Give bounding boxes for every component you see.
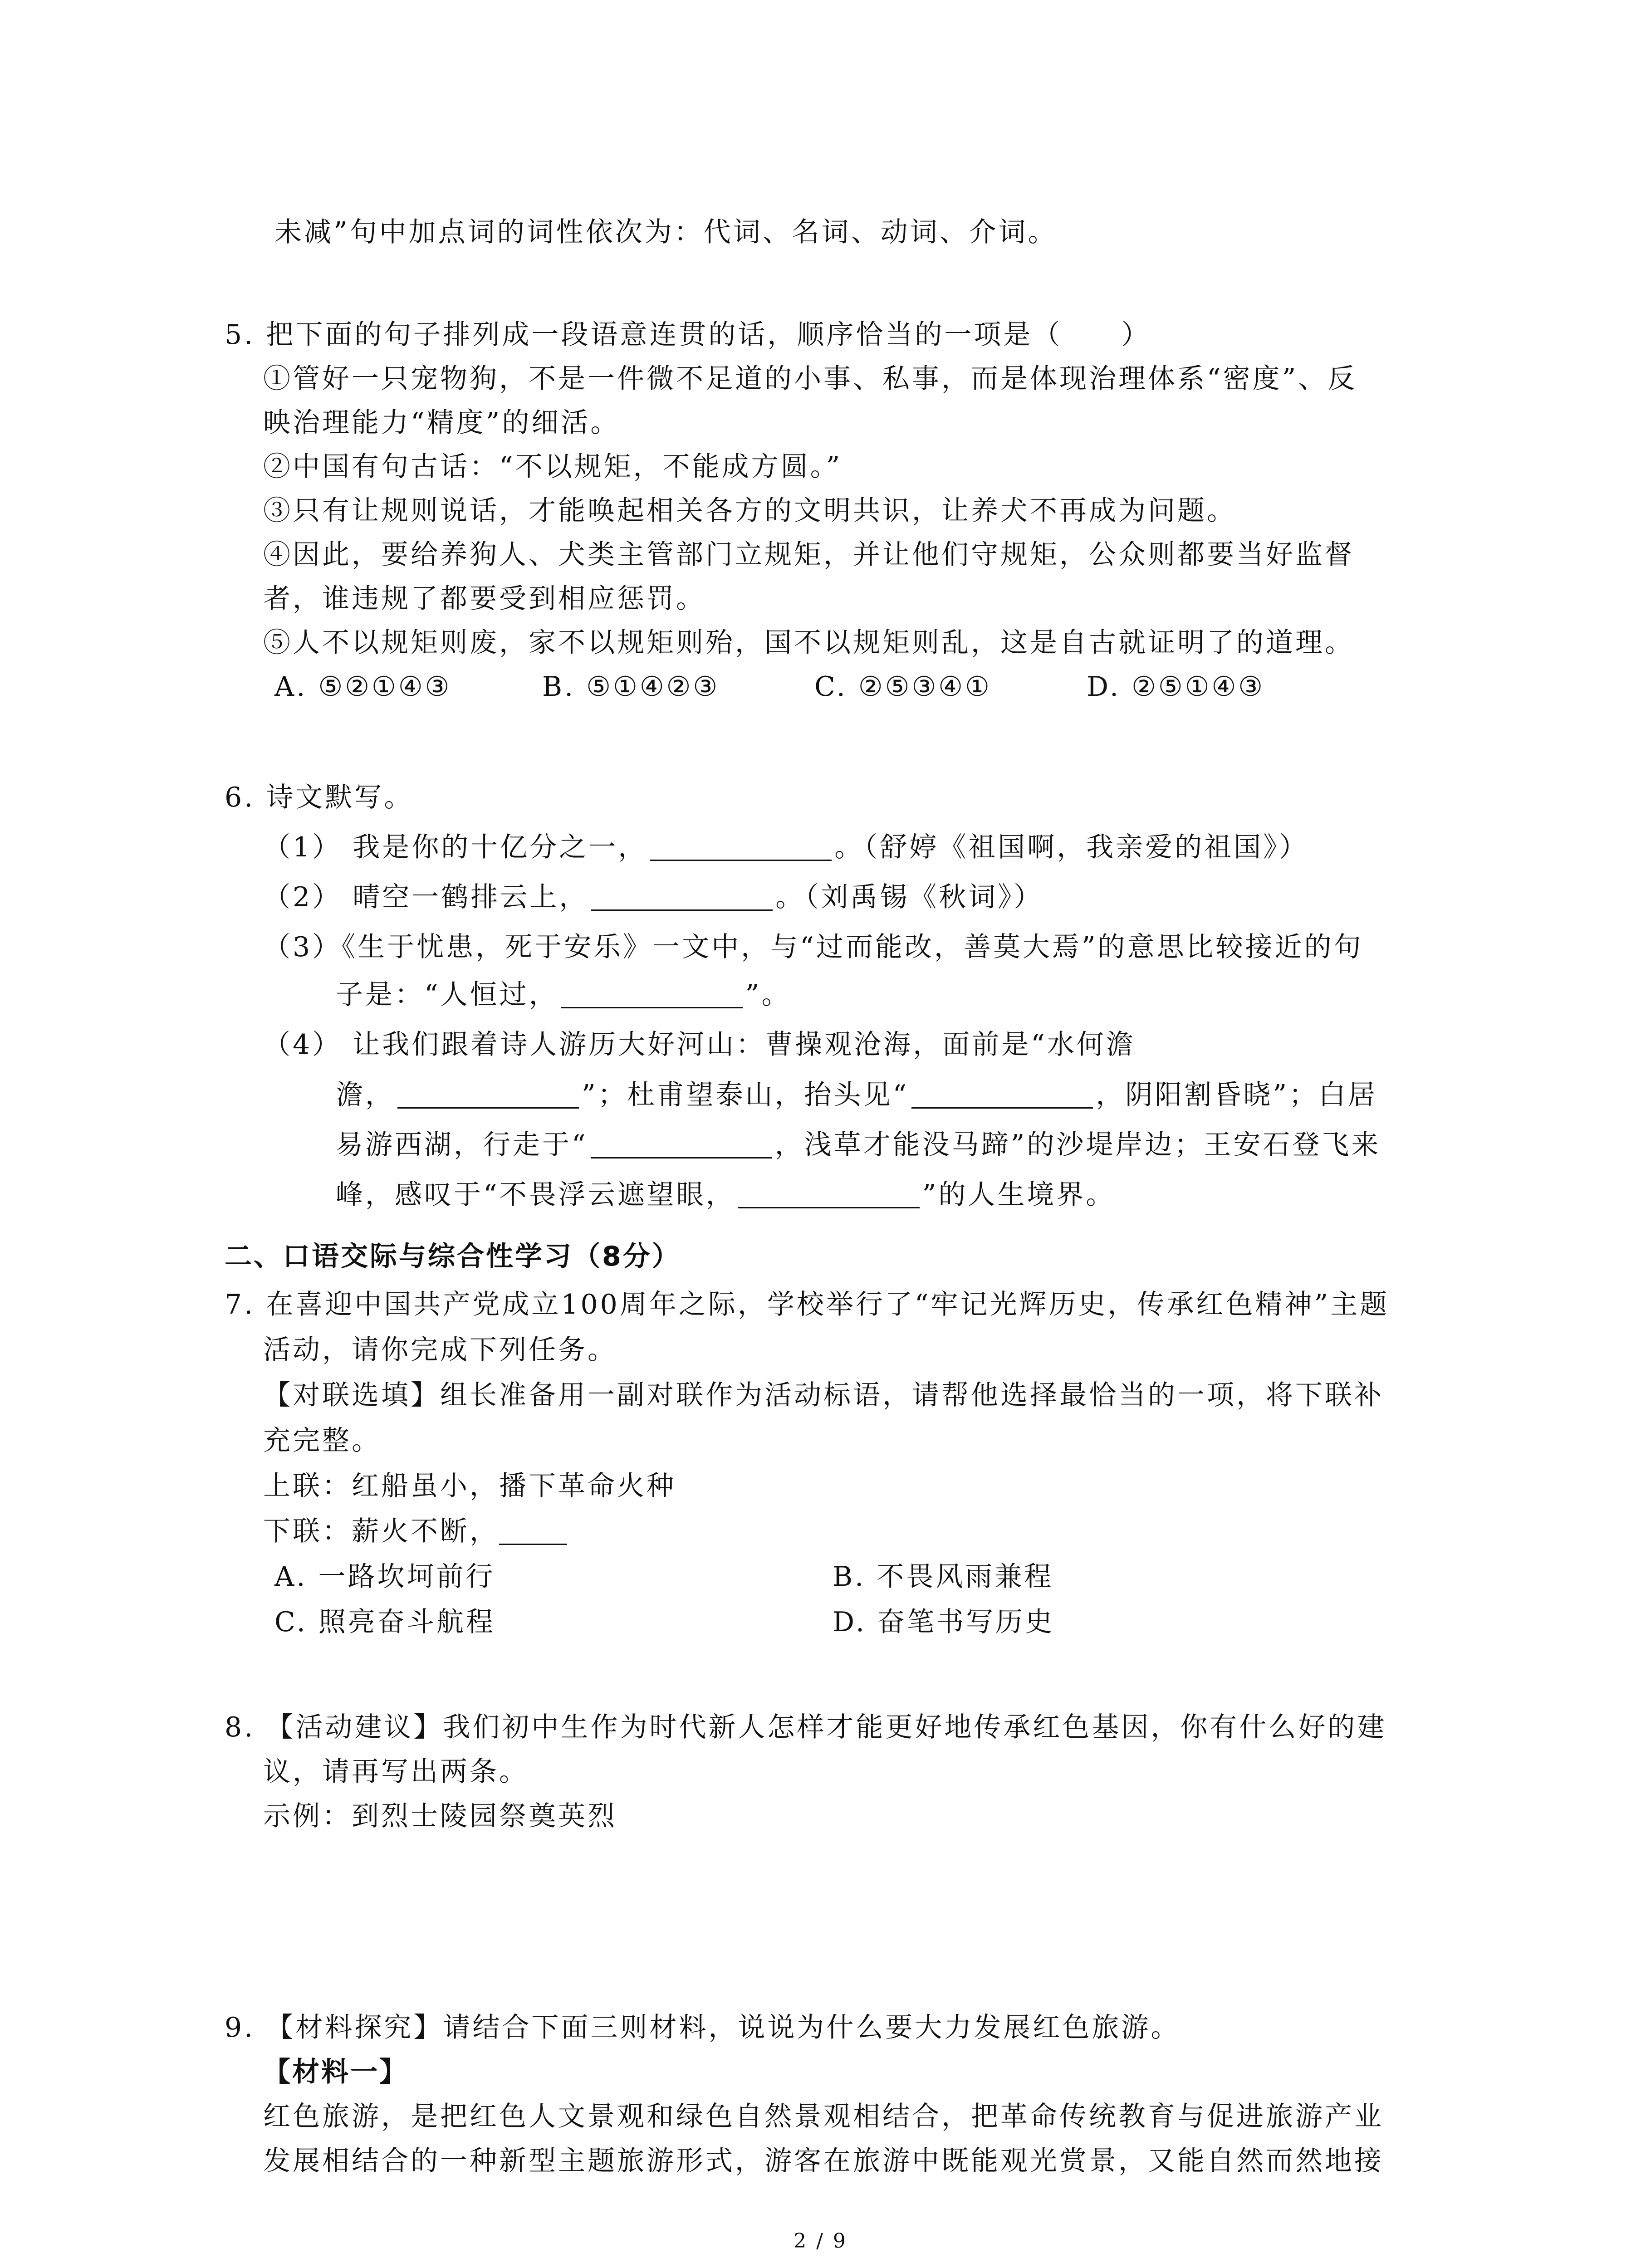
q7-subtask-cont: 充完整。 bbox=[263, 1425, 381, 1457]
q5-stem: 5. 把下面的句子排列成一段语意连贯的话，顺序恰当的一项是（ ） bbox=[225, 319, 1151, 351]
section-heading: 二、口语交际与综合性学习（8分） bbox=[225, 1241, 681, 1272]
q5-option-d[interactable]: D. ②⑤①④③ bbox=[1087, 671, 1265, 703]
q6-item-4-text-d: 易游西湖，行走于“ bbox=[336, 1129, 588, 1161]
fill-blank[interactable] bbox=[561, 982, 743, 1008]
q6-item-4-text-c: ，阴阳割昏晓”；白居 bbox=[1096, 1079, 1378, 1111]
q6-stem: 6. 诗文默写。 bbox=[225, 782, 414, 813]
q9-material-text-cont: 发展相结合的一种新型主题旅游形式，游客在旅游中既能观光赏景，又能自然而然地接 bbox=[263, 2145, 1384, 2177]
q6-item-4-line4 bbox=[336, 1179, 1116, 1211]
q6-item-4-line3 bbox=[336, 1129, 1381, 1161]
q6-item-2 bbox=[263, 881, 1043, 913]
continuation-line: 未减”句中加点词的词性依次为：代词、名词、动词、介词。 bbox=[274, 216, 1058, 248]
q6-item-4-text-e: ，浅草才能没马蹄”的沙堤岸边；王安石登飞来 bbox=[774, 1129, 1381, 1161]
q7-option-d[interactable]: D. 奋笔书写历史 bbox=[833, 1606, 1055, 1638]
q6-item-2-text: （2） 晴空一鹤排云上， bbox=[263, 881, 589, 913]
q6-item-3: （3）《生于忧患，死于安乐》一文中，与“过而能改，善莫大焉”的意思比较接近的句 bbox=[263, 931, 1363, 963]
q5-sentence-4-cont: 者，谁违规了都要受到相应惩罚。 bbox=[263, 583, 705, 615]
q5-sentence-2: ②中国有句古话：“不以规矩，不能成方圆。” bbox=[263, 451, 843, 483]
q6-item-1 bbox=[263, 831, 1309, 863]
q6-item-4-line2 bbox=[336, 1081, 1377, 1109]
q7-option-c[interactable]: C. 照亮奋斗航程 bbox=[274, 1606, 495, 1638]
q5-sentence-1: ①管好一只宠物狗，不是一件微不足道的小事、私事，而是体现治理体系“密度”、反 bbox=[263, 363, 1357, 395]
q5-option-c[interactable]: C. ②⑤③④① bbox=[814, 671, 992, 703]
q6-item-4: （4） 让我们跟着诗人游历大好河山：曹操观沧海，面前是“水何澹 bbox=[263, 1029, 1136, 1061]
fill-blank[interactable] bbox=[397, 1082, 579, 1109]
q5-sentence-5: ⑤人不以规矩则废，家不以规矩则殆，国不以规矩则乱，这是自古就证明了的道理。 bbox=[263, 627, 1354, 659]
q5-sentence-3: ③只有让规则说话，才能唤起相关各方的文明共识，让养犬不再成为问题。 bbox=[263, 495, 1236, 527]
q6-item-3-cont bbox=[336, 979, 791, 1011]
fill-blank[interactable] bbox=[591, 1132, 772, 1158]
q7-option-a[interactable]: A. 一路坎坷前行 bbox=[274, 1561, 495, 1593]
q7-lower-text: 下联：薪火不断， bbox=[263, 1515, 499, 1547]
q6-item-2-source: 。（刘禹锡《秋词》） bbox=[775, 881, 1043, 913]
q6-item-1-text: （1） 我是你的十亿分之一， bbox=[263, 831, 648, 863]
q8-stem: 8. 【活动建议】我们初中生作为时代新人怎样才能更好地传承红色基因，你有什么好的建 bbox=[225, 1711, 1387, 1743]
q8-stem-cont: 议，请再写出两条。 bbox=[263, 1756, 529, 1788]
q7-upper-couplet: 上联：红船虽小，播下革命火种 bbox=[263, 1470, 676, 1502]
q6-item-4-text-f: 峰，感叹于“不畏浮云遮望眼， bbox=[336, 1179, 735, 1211]
fill-blank[interactable] bbox=[591, 884, 773, 911]
q7-option-b[interactable]: B. 不畏风雨兼程 bbox=[833, 1561, 1054, 1593]
q5-sentence-1-cont: 映治理能力“精度”的细活。 bbox=[263, 407, 620, 439]
q6-item-4-text-a: 澹， bbox=[336, 1079, 395, 1111]
fill-blank[interactable] bbox=[738, 1182, 920, 1208]
q5-option-b[interactable]: B. ⑤①④②③ bbox=[542, 671, 720, 703]
q5-sentence-4: ④因此，要给养狗人、犬类主管部门立规矩，并让他们守规矩，公众则都要当好监督 bbox=[263, 539, 1354, 571]
q5-option-a[interactable]: A. ⑤②①④③ bbox=[274, 671, 452, 703]
page-number: 2 / 9 bbox=[794, 2229, 847, 2253]
q6-item-4-text-g: ”的人生境界。 bbox=[922, 1179, 1116, 1211]
q9-stem: 9. 【材料探究】请结合下面三则材料，说说为什么要大力发展红色旅游。 bbox=[225, 2012, 1181, 2043]
q6-item-3-end: ”。 bbox=[745, 979, 791, 1011]
fill-blank[interactable] bbox=[911, 1082, 1093, 1109]
q8-example: 示例：到烈士陵园祭奠英烈 bbox=[263, 1800, 617, 1832]
q9-material-text: 红色旅游，是把红色人文景观和绿色自然景观相结合，把革命传统教育与促进旅游产业 bbox=[263, 2101, 1384, 2132]
q9-material-title: 【材料一】 bbox=[263, 2056, 408, 2088]
q7-stem-cont: 活动，请你完成下列任务。 bbox=[263, 1334, 617, 1366]
fill-blank[interactable] bbox=[650, 834, 832, 861]
q7-subtask: 【对联选填】组长准备用一副对联作为活动标语，请帮他选择最恰当的一项，将下联补 bbox=[263, 1379, 1384, 1411]
q6-item-4-text-b: ”；杜甫望泰山，抬头见“ bbox=[582, 1079, 909, 1111]
q6-item-3-text: 子是：“人恒过， bbox=[336, 979, 558, 1011]
fill-blank[interactable] bbox=[499, 1518, 567, 1545]
q7-lower-couplet bbox=[263, 1515, 570, 1547]
q6-item-1-source: 。（舒婷《祖国啊，我亲爱的祖国》） bbox=[834, 831, 1309, 863]
q7-stem: 7. 在喜迎中国共产党成立100周年之际，学校举行了“牢记光辉历史，传承红色精神”主题 bbox=[225, 1289, 1390, 1320]
